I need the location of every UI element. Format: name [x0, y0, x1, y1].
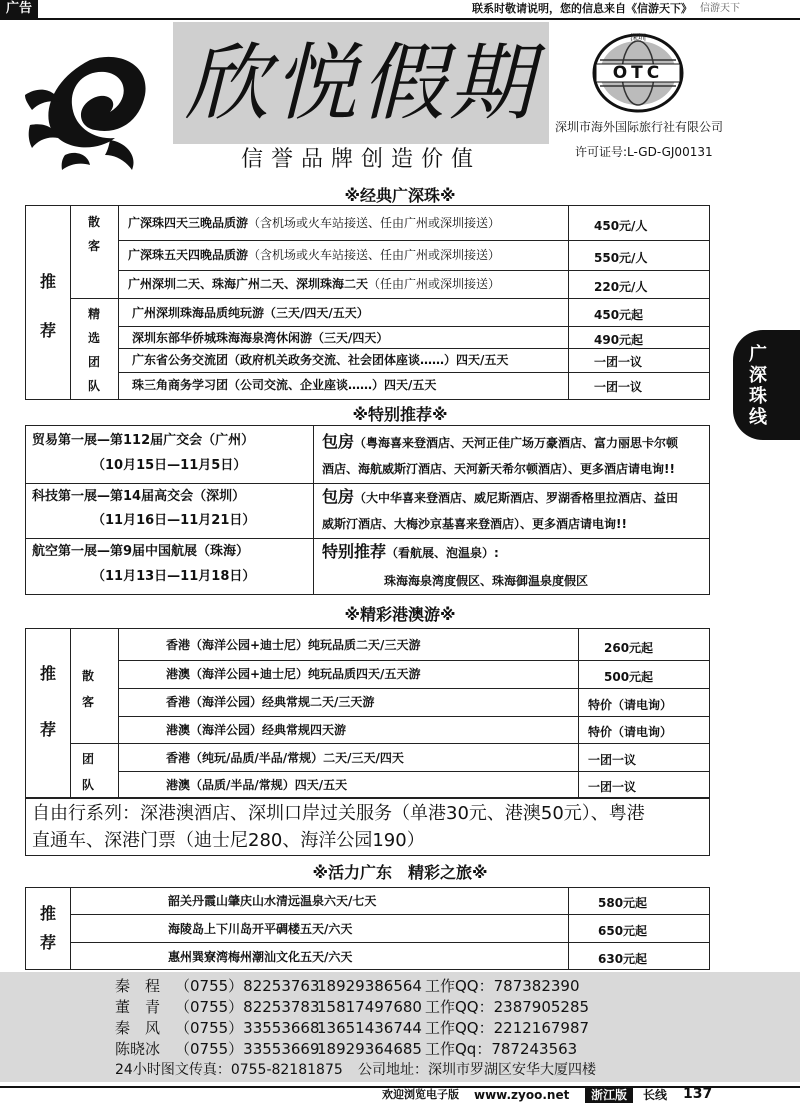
section3-title: ※精彩港澳游※ [344, 605, 456, 624]
s1-row-3-name: 广州深圳二天、珠海广州二天、深圳珠海二天 [128, 277, 369, 291]
slogan: 信誉品牌创造价值 [240, 147, 481, 172]
s2-rec-head: 特别推荐 [322, 542, 387, 561]
s1-g2-4: 队 [87, 379, 100, 393]
contact-2-qq: 工作QQ：2387905285 [425, 998, 590, 1016]
s2-rec-line1 [322, 542, 499, 561]
free-travel-line1: 自由行系列：深港澳酒店、深圳口岸过关服务（单港30元、港澳50元）、粤港 [32, 803, 645, 824]
s1-row-6-price: 一团一议 [594, 355, 643, 369]
s1-rec-2: 荐 [39, 321, 56, 340]
footer-edition: 浙江版 [585, 1087, 633, 1103]
s2-expo-2: 科技第一展—第14届高交会（深圳） [32, 489, 246, 504]
s3-g2-2: 队 [81, 778, 94, 792]
s1-row-1-desc: （含机场或火车站接送、任由广州或深圳接送） [248, 216, 501, 230]
s2-rec-r1: （看航展、泡温泉）: [386, 546, 499, 560]
footer-line: 长线 [643, 1088, 668, 1102]
footer-page: 137 [683, 1086, 713, 1102]
contact-2-mob: 15817497680 [317, 998, 422, 1016]
ad-badge: 广告 [0, 0, 38, 18]
s2-rec-line2: 珠海海泉湾度假区、珠海御温泉度假区 [384, 574, 589, 588]
s4-row-3: 惠州巽寮湾梅州潮汕文化五天/六天 [168, 950, 353, 964]
s2-hotel-1-line1 [322, 432, 679, 451]
s2-hotel-2-head: 包房 [322, 487, 355, 506]
s3-row-3: 香港（海洋公园）经典常规二天/三天游 [166, 695, 375, 709]
contact-1-name: 秦 程 [115, 977, 161, 995]
s3-rec-2: 荐 [39, 720, 56, 739]
contact-4-tel: （0755）33553669 [175, 1040, 320, 1058]
flower-logo-icon [10, 40, 160, 175]
contact-2 [115, 997, 589, 1017]
s2-hotel-1-head: 包房 [322, 432, 355, 451]
contact-3-qq: 工作QQ：2212167987 [425, 1019, 590, 1037]
section1-table [25, 205, 710, 400]
otc-globe-logo [588, 30, 688, 116]
s1-row-2 [128, 248, 500, 262]
free-travel-line2: 直通车、深港门票（迪士尼280、海洋公园190） [32, 830, 425, 851]
s2-hotel-2-line2: 威斯汀酒店、大梅沙京基喜来登酒店）、更多酒店请电询!! [322, 517, 627, 531]
s3-row-2: 港澳（海洋公园+迪士尼）纯玩品质四天/五天游 [166, 667, 421, 681]
s1-row-4-price: 450元起 [594, 308, 644, 322]
s1-row-5-price: 490元起 [594, 333, 644, 347]
contact-4 [115, 1039, 577, 1059]
s3-row-5: 香港（纯玩/品质/半品/常规）二天/三天/四天 [166, 751, 404, 765]
s1-row-2-name: 广深珠五天四晚品质游 [128, 248, 249, 262]
source-note: 联系时敬请说明，您的信息来自《信游天下》 [472, 2, 692, 15]
s3-g1-1: 散 [81, 669, 94, 683]
section4-title: ※活力广东 精彩之旅※ [312, 863, 488, 882]
s2-expo-3: 航空第一展—第9届中国航展（珠海） [32, 544, 250, 559]
contact-4-qq: 工作Qq：787243563 [425, 1040, 578, 1058]
s4-row-3-price: 630元起 [598, 952, 648, 966]
s3-rec-1: 推 [39, 664, 56, 683]
contact-3 [115, 1018, 589, 1038]
s1-row-1-name: 广深珠四天三晚品质游 [128, 216, 249, 230]
s1-g1-2: 客 [87, 239, 100, 253]
xinyou-mark: 信游天下 [700, 3, 740, 14]
s1-g2-3: 团 [87, 355, 100, 369]
s2-expo-3-date: （11月13日—11月18日） [92, 569, 256, 584]
s2-hotel-2-line1 [322, 487, 679, 506]
s1-row-3-desc: （任由广州或深圳接送） [368, 277, 501, 291]
s1-g2-1: 精 [87, 307, 100, 321]
s3-row-4-price: 特价（请电询） [588, 725, 673, 739]
s2-hotel-1-line2: 酒店、海航威斯汀酒店、天河新天希尔顿酒店）、更多酒店请电询!! [322, 462, 675, 476]
s4-row-1-price: 580元起 [598, 896, 648, 910]
s1-row-5: 深圳东部华侨城珠海海泉湾休闲游（三天/四天） [132, 331, 389, 345]
contact-2-name: 董 青 [115, 998, 161, 1016]
s1-row-2-price: 550元/人 [594, 251, 648, 265]
otc-ring-text: 深圳 [630, 33, 646, 42]
company-address: 公司地址：深圳市罗湖区安华大厦四楼 [358, 1062, 596, 1078]
section2-title: ※特别推荐※ [352, 405, 448, 424]
company-name: 深圳市海外国际旅行社有限公司 [555, 120, 724, 134]
s2-expo-1-date: （10月15日—11月5日） [92, 458, 247, 473]
s3-row-2-price: 500元起 [604, 670, 654, 684]
top-bar [0, 0, 800, 20]
s1-row-7: 珠三角商务学习团（公司交流、企业座谈……）四天/五天 [132, 378, 437, 392]
s4-row-2-price: 650元起 [598, 924, 648, 938]
license-number: 许可证号:L-GD-GJ00131 [575, 145, 713, 159]
s1-row-1-price: 450元/人 [594, 219, 648, 233]
s1-row-3 [128, 277, 500, 291]
s1-g2-2: 选 [87, 331, 100, 345]
s1-row-3-price: 220元/人 [594, 280, 648, 294]
s4-row-2: 海陵岛上下川岛开平碉楼五天/六天 [168, 922, 353, 936]
s2-expo-2-date: （11月16日—11月21日） [92, 513, 256, 528]
contact-1 [115, 976, 580, 996]
contact-1-tel: （0755）82253763 [175, 977, 320, 995]
footer-site: www.zyoo.net [474, 1088, 570, 1102]
contact-1-qq: 工作QQ：787382390 [425, 977, 580, 995]
brand-title: 欣悦假期 [184, 34, 537, 132]
otc-text: OTC [612, 63, 664, 83]
s2-hotel-2-r1: （大中华喜来登酒店、威尼斯酒店、罗湖香格里拉酒店、益田 [354, 491, 679, 505]
s3-row-4: 港澳（海洋公园）经典常规四天游 [166, 723, 347, 737]
s1-g1-1: 散 [87, 215, 100, 229]
s1-row-7-price: 一团一议 [594, 380, 643, 394]
s3-row-5-price: 一团一议 [588, 753, 637, 767]
s3-g2-1: 团 [81, 752, 94, 766]
s4-rec-2: 荐 [39, 933, 56, 952]
s1-row-4: 广州深圳珠海品质纯玩游（三天/四天/五天） [132, 306, 369, 320]
s1-rec-1: 推 [39, 272, 56, 291]
contact-4-name: 陈晓冰 [115, 1040, 161, 1058]
s1-row-6: 广东省公务交流团（政府机关政务交流、社会团体座谈……）四天/五天 [132, 353, 509, 367]
contact-3-name: 秦 风 [115, 1019, 161, 1037]
s3-row-3-price: 特价（请电询） [588, 698, 673, 712]
contact-4-mob: 18929364685 [317, 1040, 422, 1058]
s1-row-2-desc: （含机场或火车站接送、任由广州或深圳接送） [248, 248, 501, 262]
s1-row-1 [128, 216, 500, 230]
contact-3-tel: （0755）33553668 [175, 1019, 320, 1037]
s4-row-1: 韶关丹霞山肇庆山水清远温泉六天/七天 [168, 894, 377, 908]
contact-1-mob: 18929386564 [317, 977, 422, 995]
s3-g1-2: 客 [81, 695, 94, 709]
side-tab-text: 广深珠线 [749, 344, 767, 428]
s3-row-1-price: 260元起 [604, 641, 654, 655]
contact-2-tel: （0755）82253783 [175, 998, 320, 1016]
contact-3-mob: 13651436744 [317, 1019, 422, 1037]
s3-row-6: 港澳（品质/半品/常规）四天/五天 [166, 778, 348, 792]
fax-number: 24小时图文传真：0755-82181875 [115, 1062, 343, 1078]
s3-row-1: 香港（海洋公园+迪士尼）纯玩品质二天/三天游 [166, 638, 421, 652]
s4-rec-1: 推 [39, 904, 56, 923]
s3-row-6-price: 一团一议 [588, 780, 637, 794]
s2-hotel-1-r1: （粤海喜来登酒店、天河正佳广场万豪酒店、富力丽思卡尔顿 [354, 436, 679, 450]
footer-welcome: 欢迎浏览电子版 [382, 1088, 459, 1101]
s2-expo-1: 贸易第一展—第112届广交会（广州） [32, 433, 255, 448]
section1-title: ※经典广深珠※ [344, 186, 456, 205]
